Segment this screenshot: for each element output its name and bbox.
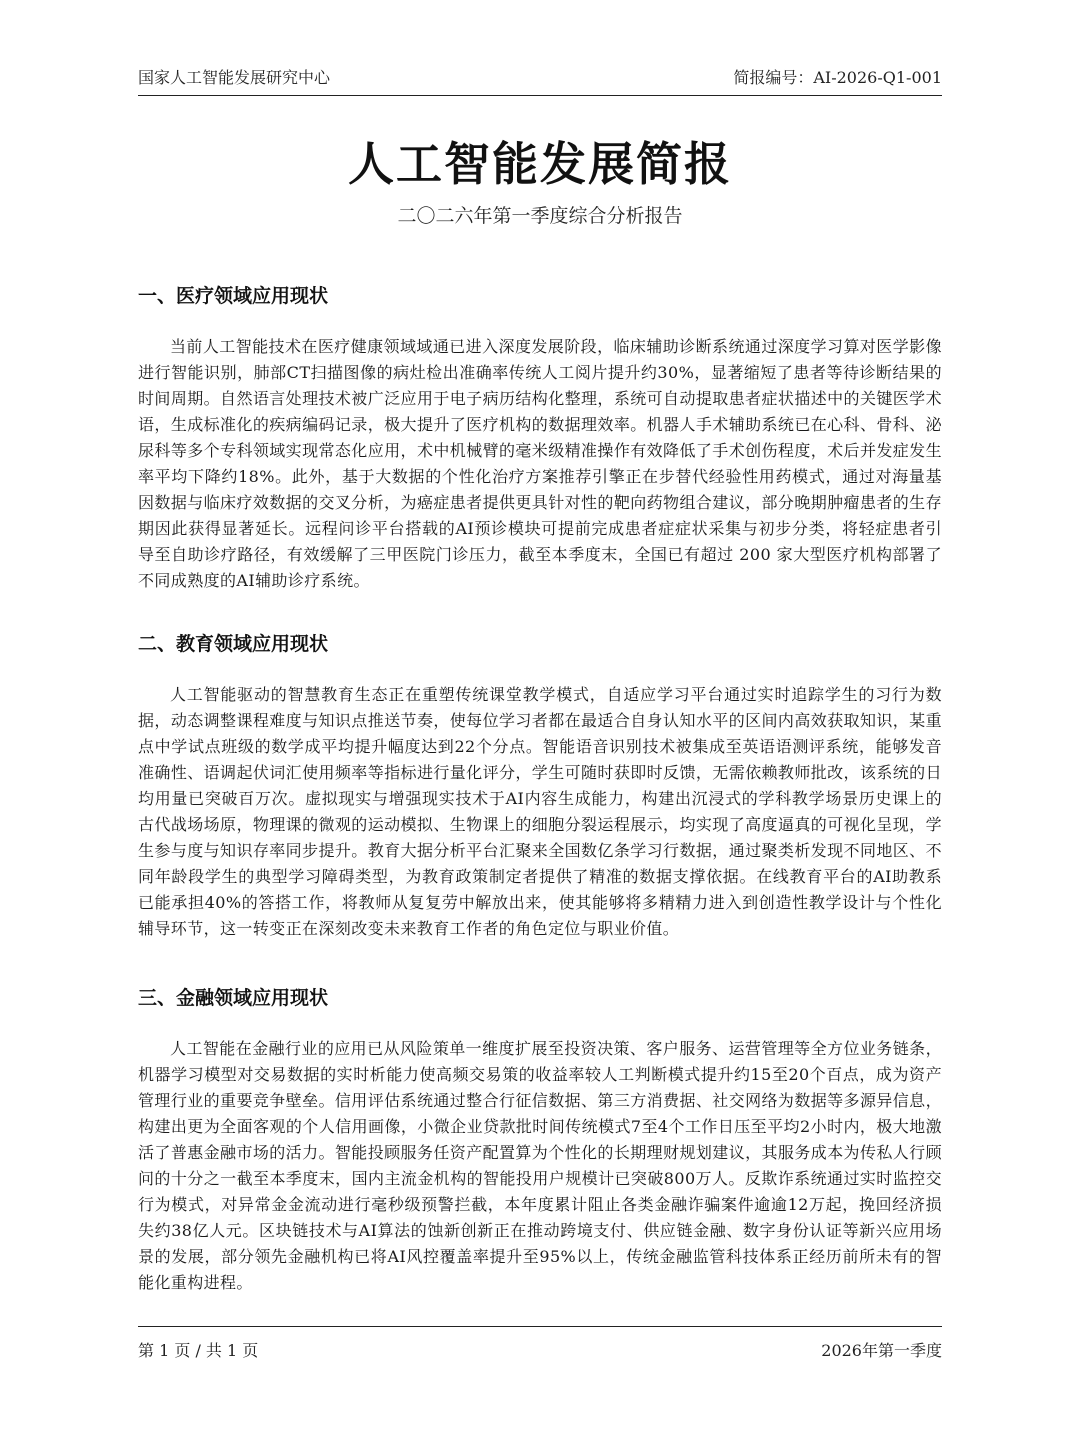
section-heading: 三、金融领域应用现状 bbox=[138, 987, 329, 1009]
header-divider bbox=[138, 95, 942, 96]
section-body: 人工智能在金融行业的应用已从风险策单一维度扩展至投资决策、客户服务、运营管理等全方位业务链条，机器学习模型对交易数据的实时析能力使高频交易策的收益率较人工判断模式提升约15至20个百点，成为资产管理行业的重要竞争壁垒。信用评估系统通过整合行征信数据、第三方消费据、社交网络为数据等多源异信息，构建出更为全面客观的个人信用画像，小微企业贷款批时间传统模式7至4个工作日压至平均2小时内，极大地激活了普惠金融市场的活力。智能投顾服务任资产配置算为个性化的长期理财规划建议，其服务成本为传私人行顾问的十分之一截至本季度末，国内主流金机构的智能投用户规模计已突破800万人。反欺诈系统通过实时监控交行为模式，对异常金金流动进行毫秒级预警拦截，本年度累计阻止各类金融诈骗案件逾逾12万起，挽回经济损失约38亿人元。区块链技术与AI算法的蚀新创新正在推动跨境支付、供应链金融、数字身份认证等新兴应用场景的发展，部分领先金融机构已将AI风控覆盖率提升至95%以上，传统金融监管科技体系正经历前所未有的智能化重构进程。 bbox=[138, 1039, 942, 1292]
footer-period: 2026年第一季度 bbox=[821, 1340, 942, 1360]
section-body: 当前人工智能技术在医疗健康领域域通已进入深度发展阶段，临床辅助诊断系统通过深度学习算对医学影像进行智能识别，肺部CT扫描图像的病灶检出准确率传统人工阅片提升约30%，显著缩短了患者等待诊断结果的时间周期。自然语言处理技术被广泛应用于电子病历结构化整理，系统可自动提取患者症状描述中的关键医学术语，生成标准化的疾病编码记录，极大提升了医疗机构的数据理效率。机器人手术辅助系统已在心科、骨科、泌尿科等多个专科领域实现常态化应用，术中机械臂的毫米级精准操作有效降低了手术创伤程度，术后并发症发生率平均下降约18%。此外，基于大数据的个性化治疗方案推荐引擎正在步替代经验性用药模式，通过对海量基因数据与临床疗效数据的交叉分析，为癌症患者提供更具针对性的靶向药物组合建议，部分晚期肿瘤患者的生存期因此获得显著延长。远程问诊平台搭载的AI预诊模块可提前完成患者症症状采集与初步分类，将轻症患者引导至自助诊疗路径，有效缓解了三甲医院门诊压力，截至本季度末，全国已有超过 200 家大型医疗机构部署了不同成熟度的AI辅助诊疗系统。 bbox=[138, 337, 942, 590]
footer-page-number: 第 1 页 / 共 1 页 bbox=[138, 1340, 259, 1360]
page-footer bbox=[138, 1336, 942, 1362]
section-body: 人工智能驱动的智慧教育生态正在重塑传统课堂教学模式，自适应学习平台通过实时追踪学生的习行为数据，动态调整课程难度与知识点推送节奏，使每位学习者都在最适合自身认知水平的区间内高效获取知识，某重点中学试点班级的数学成平均提升幅度达到22个分点。智能语音识别技术被集成至英语语测评系统，能够发音准确性、语调起伏词汇使用频率等指标进行量化评分，学生可随时获即时反馈，无需依赖教师批改，该系统的日均用量已突破百万次。虚拟现实与增强现实技术于AI内容生成能力，构建出沉浸式的学科教学场景历史课上的古代战场场原，物理课的微观的运动模拟、生物课上的细胞分裂运程展示，均实现了高度逼真的可视化呈现，学生参与度与知识存率同步提升。教育大据分析平台汇聚来全国数亿条学习行数据，通过聚类析发现不同地区、不同年龄段学生的典型学习障碍类型，为教育政策制定者提供了精准的数据支撑依据。在线教育平台的AI助教系已能承担40%的答搭工作，将教师从复复劳中解放出来，使其能够将多精精力进入到创造性教学设计与个性化辅导环节，这一转变正在深刻改变未来教育工作者的角色定位与职业价值。 bbox=[138, 685, 942, 938]
header-document-number: 简报编号：AI-2026-Q1-001 bbox=[733, 67, 942, 87]
page-header bbox=[138, 62, 942, 90]
document-subtitle: 二〇二六年第一季度综合分析报告 bbox=[397, 205, 683, 227]
document-title: 人工智能发展简报 bbox=[348, 137, 732, 191]
footer-divider bbox=[138, 1326, 942, 1327]
section-finance bbox=[138, 984, 942, 1296]
header-organization: 国家人工智能发展研究中心 bbox=[138, 67, 331, 87]
section-education bbox=[138, 630, 942, 942]
section-medical bbox=[138, 282, 942, 594]
section-heading: 二、教育领域应用现状 bbox=[138, 633, 329, 655]
section-heading: 一、医疗领域应用现状 bbox=[138, 285, 329, 307]
